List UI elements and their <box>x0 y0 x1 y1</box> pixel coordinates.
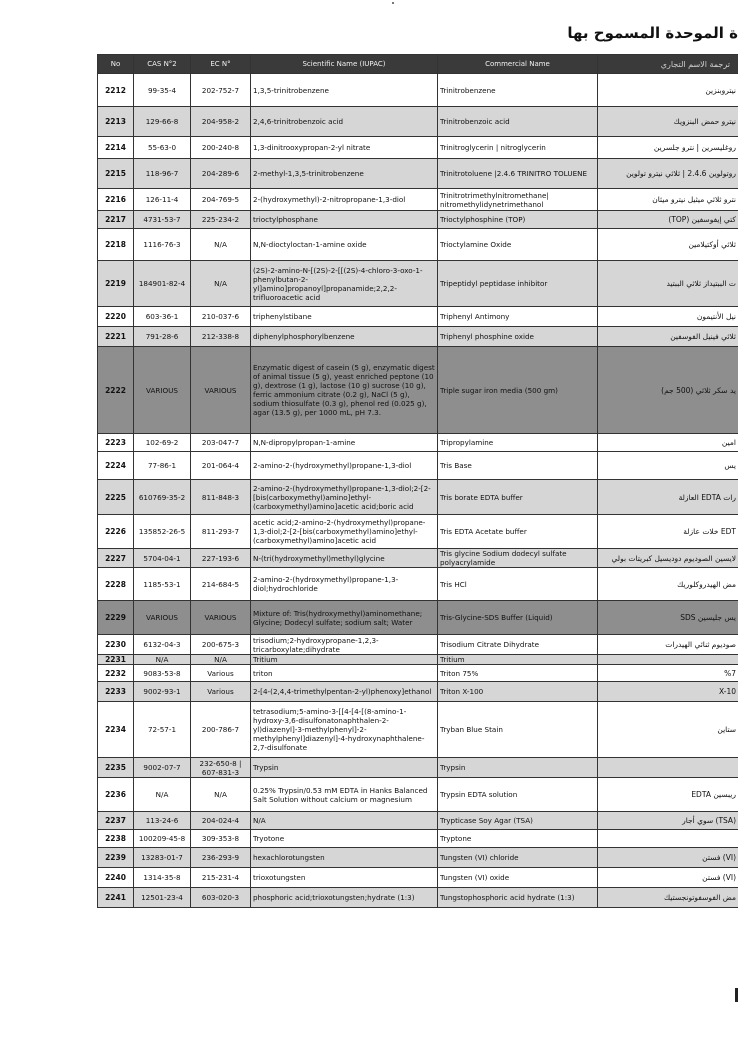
commercial-name: Tryban Blue Stain <box>438 702 598 758</box>
scientific-name: acetic acid;2-amino-2-(hydroxymethyl)propane-1,3-diol;2-[2-[bis(carboxymethyl)amino]ethyl-(carboxymethyl)amino]acetic acid <box>251 515 438 549</box>
row-number: 2235 <box>98 758 134 778</box>
header-no: No <box>98 55 134 74</box>
row-number: 2230 <box>98 635 134 655</box>
commercial-name: Trinitrotrimethylnitromethane| nitromethylidynetrimethanol <box>438 189 598 211</box>
arabic-name <box>598 758 738 778</box>
scientific-name: Tritium <box>251 655 438 665</box>
commercial-name: Trioctylphosphine (TOP) <box>438 211 598 229</box>
arabic-name: روتولوين 2.4.6 | ثلاثي نيترو تولوين <box>598 159 738 189</box>
arabic-name: (VI) فستن <box>598 868 738 888</box>
ec-number: VARIOUS <box>191 601 251 635</box>
cas-number: VARIOUS <box>134 347 191 434</box>
commercial-name: Tris HCl <box>438 568 598 601</box>
scientific-name: diphenylphosphorylbenzene <box>251 327 438 347</box>
arabic-name: مض الفوسفوتونجستيك <box>598 888 738 908</box>
table-row <box>98 229 738 261</box>
arabic-name: نيترو حمض البنزويك <box>598 107 738 137</box>
table-row <box>98 347 738 434</box>
arabic-name: ثلاثي أوكتيلامين <box>598 229 738 261</box>
scientific-name: 1,3-dinitrooxypropan-2-yl nitrate <box>251 137 438 159</box>
scientific-name: Mixture of: Tris(hydroxymethyl)aminomethane; Glycine; Dodecyl sulfate; sodium salt; Water <box>251 601 438 635</box>
commercial-name: Tris EDTA Acetate buffer <box>438 515 598 549</box>
scientific-name: 2-[4-(2,4,4-trimethylpentan-2-yl)phenoxy]ethanol <box>251 682 438 702</box>
table-row <box>98 568 738 601</box>
scientific-name: 2-amino-2-(hydroxymethyl)propane-1,3-diol;hydrochloride <box>251 568 438 601</box>
row-number: 2241 <box>98 888 134 908</box>
scan-speck <box>392 2 394 4</box>
table-row <box>98 601 738 635</box>
ec-number: N/A <box>191 655 251 665</box>
row-number: 2227 <box>98 549 134 568</box>
row-number: 2236 <box>98 778 134 812</box>
commercial-name: Tungsten (VI) chloride <box>438 848 598 868</box>
header-cas: CAS N°2 <box>134 55 191 74</box>
commercial-name: Trioctylamine Oxide <box>438 229 598 261</box>
commercial-name: Triton 75% <box>438 665 598 682</box>
cas-number: 791-28-6 <box>134 327 191 347</box>
arabic-name: يد سكر ثلاثي (500 جم) <box>598 347 738 434</box>
scientific-name: phosphoric acid;trioxotungsten;hydrate (1:3) <box>251 888 438 908</box>
cas-number: 113-24-6 <box>134 812 191 830</box>
table-row <box>98 107 738 137</box>
header-commercial-name: Commercial Name <box>438 55 598 74</box>
ec-number: N/A <box>191 229 251 261</box>
table-row <box>98 159 738 189</box>
row-number: 2214 <box>98 137 134 159</box>
cas-number: 6132-04-3 <box>134 635 191 655</box>
row-number: 2219 <box>98 261 134 307</box>
row-number: 2216 <box>98 189 134 211</box>
scientific-name: N,N-dipropylpropan-1-amine <box>251 434 438 452</box>
arabic-name: %7 <box>598 665 738 682</box>
header-arabic-name: ترجمة الاسم التجاري <box>598 55 738 74</box>
cas-number: 9083-53-8 <box>134 665 191 682</box>
scientific-name: (2S)-2-amino-N-[(2S)-2-[[(2S)-4-chloro-3-oxo-1-phenylbutan-2-yl]amino]propanoyl]propanamide;2,2,2-trifluoroacetic acid <box>251 261 438 307</box>
commercial-name: Tris glycine Sodium dodecyl sulfate polyacrylamide <box>438 549 598 568</box>
arabic-name <box>598 655 738 665</box>
ec-number: N/A <box>191 261 251 307</box>
table-row <box>98 189 738 211</box>
scientific-name: 1,3,5-trinitrobenzene <box>251 74 438 107</box>
cas-number: 1314-35-8 <box>134 868 191 888</box>
row-number: 2229 <box>98 601 134 635</box>
arabic-name: ثلاثي فينيل الفوسفين <box>598 327 738 347</box>
cas-number: N/A <box>134 778 191 812</box>
row-number: 2212 <box>98 74 134 107</box>
table-row <box>98 830 738 848</box>
table-row <box>98 452 738 480</box>
row-number: 2233 <box>98 682 134 702</box>
ec-number: 210-037-6 <box>191 307 251 327</box>
row-number: 2224 <box>98 452 134 480</box>
ec-number: 212-338-8 <box>191 327 251 347</box>
scientific-name: N/A <box>251 812 438 830</box>
arabic-name: يس <box>598 452 738 480</box>
row-number: 2221 <box>98 327 134 347</box>
row-number: 2228 <box>98 568 134 601</box>
ec-number: 811-293-7 <box>191 515 251 549</box>
cas-number: 12501-23-4 <box>134 888 191 908</box>
commercial-name: Trinitroglycerin | nitroglycerin <box>438 137 598 159</box>
row-number: 2222 <box>98 347 134 434</box>
commercial-name: Trisodium Citrate Dihydrate <box>438 635 598 655</box>
ec-number: 309-353-8 <box>191 830 251 848</box>
commercial-name: Triton X-100 <box>438 682 598 702</box>
arabic-name: ستاين <box>598 702 738 758</box>
row-number: 2232 <box>98 665 134 682</box>
table-row <box>98 682 738 702</box>
scientific-name: triton <box>251 665 438 682</box>
table-row <box>98 655 738 665</box>
commercial-name: Trypticase Soy Agar (TSA) <box>438 812 598 830</box>
row-number: 2237 <box>98 812 134 830</box>
cas-number: 1185-53-1 <box>134 568 191 601</box>
ec-number: 200-675-3 <box>191 635 251 655</box>
row-number: 2217 <box>98 211 134 229</box>
cas-number: 126-11-4 <box>134 189 191 211</box>
commercial-name: Triple sugar iron media (500 gm) <box>438 347 598 434</box>
ec-number: 227-193-6 <box>191 549 251 568</box>
commercial-name: Triphenyl phosphine oxide <box>438 327 598 347</box>
cas-number: 5704-04-1 <box>134 549 191 568</box>
row-number: 2225 <box>98 480 134 515</box>
commercial-name: Tungstophosphoric acid hydrate (1:3) <box>438 888 598 908</box>
arabic-name: ريبسين EDTA <box>598 778 738 812</box>
ec-number: 603-020-3 <box>191 888 251 908</box>
cas-number: 9002-07-7 <box>134 758 191 778</box>
arabic-name: لايسين الصوديوم دوديسيل كبريتات بولي <box>598 549 738 568</box>
table-row <box>98 261 738 307</box>
arabic-name: EDT خلات عازلة <box>598 515 738 549</box>
ec-number: Various <box>191 682 251 702</box>
arabic-name: ت الببتيداز ثلاثي الببتيد <box>598 261 738 307</box>
commercial-name: Tripropylamine <box>438 434 598 452</box>
scientific-name: Enzymatic digest of casein (5 g), enzymatic digest of animal tissue (5 g), yeast enriched peptone (10 g), dextrose (1 g), lactose (10 g) sucrose (10 g), ferric ammonium citrate (0.2 g), NaCl (5 g), sodium thiosulfate (0.3 g), phenol red (0.025 g), agar (13.5 g), per 1000 mL, pH 7.3. <box>251 347 438 434</box>
table-row <box>98 778 738 812</box>
table-row <box>98 211 738 229</box>
table-row <box>98 137 738 159</box>
commercial-name: Trinitrotoluene |2.4.6 TRINITRO TOLUENE <box>438 159 598 189</box>
ec-number: VARIOUS <box>191 347 251 434</box>
ec-number: Various <box>191 665 251 682</box>
cas-number: 99-35-4 <box>134 74 191 107</box>
cas-number: 603-36-1 <box>134 307 191 327</box>
cas-number: 72-57-1 <box>134 702 191 758</box>
cas-number: 13283-01-7 <box>134 848 191 868</box>
arabic-name: X-10 <box>598 682 738 702</box>
cas-number: 4731-53-7 <box>134 211 191 229</box>
table-row <box>98 74 738 107</box>
scientific-name: N-(tri(hydroxymethyl)methyl)glycine <box>251 549 438 568</box>
table-row <box>98 758 738 778</box>
table-body <box>98 74 738 908</box>
ec-number: 204-769-5 <box>191 189 251 211</box>
table-row <box>98 702 738 758</box>
row-number: 2213 <box>98 107 134 137</box>
row-number: 2218 <box>98 229 134 261</box>
cas-number: 102-69-2 <box>134 434 191 452</box>
cas-number: 9002-93-1 <box>134 682 191 702</box>
scientific-name: hexachlorotungsten <box>251 848 438 868</box>
scientific-name: 2-amino-2-(hydroxymethyl)propane-1,3-diol;2-[2-[bis(carboxymethyl)amino]ethyl-(carboxymethyl)amino]acetic acid;boric acid <box>251 480 438 515</box>
cas-number: 118-96-7 <box>134 159 191 189</box>
table-row <box>98 549 738 568</box>
commercial-name: Tritium <box>438 655 598 665</box>
ec-number: 232-650-8 | 607-831-3 <box>191 758 251 778</box>
commercial-name: Trinitrobenzoic acid <box>438 107 598 137</box>
commercial-name: Tris-Glycine-SDS Buffer (Liquid) <box>438 601 598 635</box>
commercial-name: Triphenyl Antimony <box>438 307 598 327</box>
cas-number: 77-86-1 <box>134 452 191 480</box>
row-number: 2239 <box>98 848 134 868</box>
table-row <box>98 515 738 549</box>
arabic-name: نيل الأنتيمون <box>598 307 738 327</box>
ec-number: 204-958-2 <box>191 107 251 137</box>
table-header-row <box>98 55 738 74</box>
commercial-name: Trypsin <box>438 758 598 778</box>
scientific-name: 2-amino-2-(hydroxymethyl)propane-1,3-diol <box>251 452 438 480</box>
ec-number: 203-047-7 <box>191 434 251 452</box>
arabic-name: مض الهيدروكلوريك <box>598 568 738 601</box>
header-scientific-name: Scientific Name (IUPAC) <box>251 55 438 74</box>
table-row <box>98 327 738 347</box>
commercial-name: Tris borate EDTA buffer <box>438 480 598 515</box>
row-number: 2215 <box>98 159 134 189</box>
cas-number: 100209-45-8 <box>134 830 191 848</box>
ec-number: N/A <box>191 778 251 812</box>
table-row <box>98 888 738 908</box>
commercial-name: Trypsin EDTA solution <box>438 778 598 812</box>
ec-number: 202-752-7 <box>191 74 251 107</box>
arabic-name <box>598 830 738 848</box>
cas-number: 1116-76-3 <box>134 229 191 261</box>
page-title: ة الموحدة المسموح بها <box>567 24 738 42</box>
cas-number: 55-63-0 <box>134 137 191 159</box>
scientific-name: Trypsin <box>251 758 438 778</box>
commercial-name: Tungsten (VI) oxide <box>438 868 598 888</box>
scientific-name: 2-methyl-1,3,5-trinitrobenzene <box>251 159 438 189</box>
row-number: 2220 <box>98 307 134 327</box>
arabic-name: (TSA) سوي أجار <box>598 812 738 830</box>
scientific-name: Tryotone <box>251 830 438 848</box>
scientific-name: triphenylstibane <box>251 307 438 327</box>
cas-number: VARIOUS <box>134 601 191 635</box>
scientific-name: 2,4,6-trinitrobenzoic acid <box>251 107 438 137</box>
scientific-name: trisodium;2-hydroxypropane-1,2,3-tricarboxylate;dihydrate <box>251 635 438 655</box>
commercial-name: Tris Base <box>438 452 598 480</box>
arabic-name: رات EDTA العازلة <box>598 480 738 515</box>
arabic-name: روغليسرين | نترو جلسرين <box>598 137 738 159</box>
commercial-name: Tryptone <box>438 830 598 848</box>
table-row <box>98 434 738 452</box>
scientific-name: 0.25% Trypsin/0.53 mM EDTA in Hanks Balanced Salt Solution without calcium or magnesium <box>251 778 438 812</box>
scientific-name: trioctylphosphane <box>251 211 438 229</box>
cas-number: 184901-82-4 <box>134 261 191 307</box>
table-row <box>98 848 738 868</box>
ec-number: 201-064-4 <box>191 452 251 480</box>
ec-number: 215-231-4 <box>191 868 251 888</box>
row-number: 2238 <box>98 830 134 848</box>
arabic-name: امين <box>598 434 738 452</box>
arabic-name: نترو ثلاثي ميثيل نيترو ميثان <box>598 189 738 211</box>
cas-number: 129-66-8 <box>134 107 191 137</box>
row-number: 2240 <box>98 868 134 888</box>
row-number: 2223 <box>98 434 134 452</box>
scientific-name: N,N-dioctyloctan-1-amine oxide <box>251 229 438 261</box>
table-row <box>98 868 738 888</box>
ec-number: 204-289-6 <box>191 159 251 189</box>
scientific-name: trioxotungsten <box>251 868 438 888</box>
cas-number: N/A <box>134 655 191 665</box>
table-row <box>98 635 738 655</box>
arabic-name: نيتروبنزين <box>598 74 738 107</box>
ec-number: 811-848-3 <box>191 480 251 515</box>
table-row <box>98 665 738 682</box>
arabic-name: (VI) فستن <box>598 848 738 868</box>
chemical-table <box>97 54 738 908</box>
scientific-name: 2-(hydroxymethyl)-2-nitropropane-1,3-diol <box>251 189 438 211</box>
row-number: 2226 <box>98 515 134 549</box>
arabic-name: كتي إيفوسفين (TOP) <box>598 211 738 229</box>
ec-number: 200-786-7 <box>191 702 251 758</box>
table-row <box>98 812 738 830</box>
ec-number: 200-240-8 <box>191 137 251 159</box>
cas-number: 610769-35-2 <box>134 480 191 515</box>
cas-number: 135852-26-5 <box>134 515 191 549</box>
header-ec: EC N° <box>191 55 251 74</box>
table-row <box>98 480 738 515</box>
arabic-name: يس جليسين SDS <box>598 601 738 635</box>
row-number: 2234 <box>98 702 134 758</box>
commercial-name: Tripeptidyl peptidase inhibitor <box>438 261 598 307</box>
ec-number: 214-684-5 <box>191 568 251 601</box>
ec-number: 225-234-2 <box>191 211 251 229</box>
arabic-name: صوديوم ثنائي الهيدرات <box>598 635 738 655</box>
commercial-name: Trinitrobenzene <box>438 74 598 107</box>
table-row <box>98 307 738 327</box>
ec-number: 204-024-4 <box>191 812 251 830</box>
scientific-name: tetrasodium;5-amino-3-[[4-[4-[(8-amino-1-hydroxy-3,6-disulfonatonaphthalen-2-yl)diazenyl]-3-methylphenyl]-2-methylphenyl]diazenyl]-4-hydroxynaphthalene-2,7-disulfonate <box>251 702 438 758</box>
ec-number: 236-293-9 <box>191 848 251 868</box>
row-number: 2231 <box>98 655 134 665</box>
